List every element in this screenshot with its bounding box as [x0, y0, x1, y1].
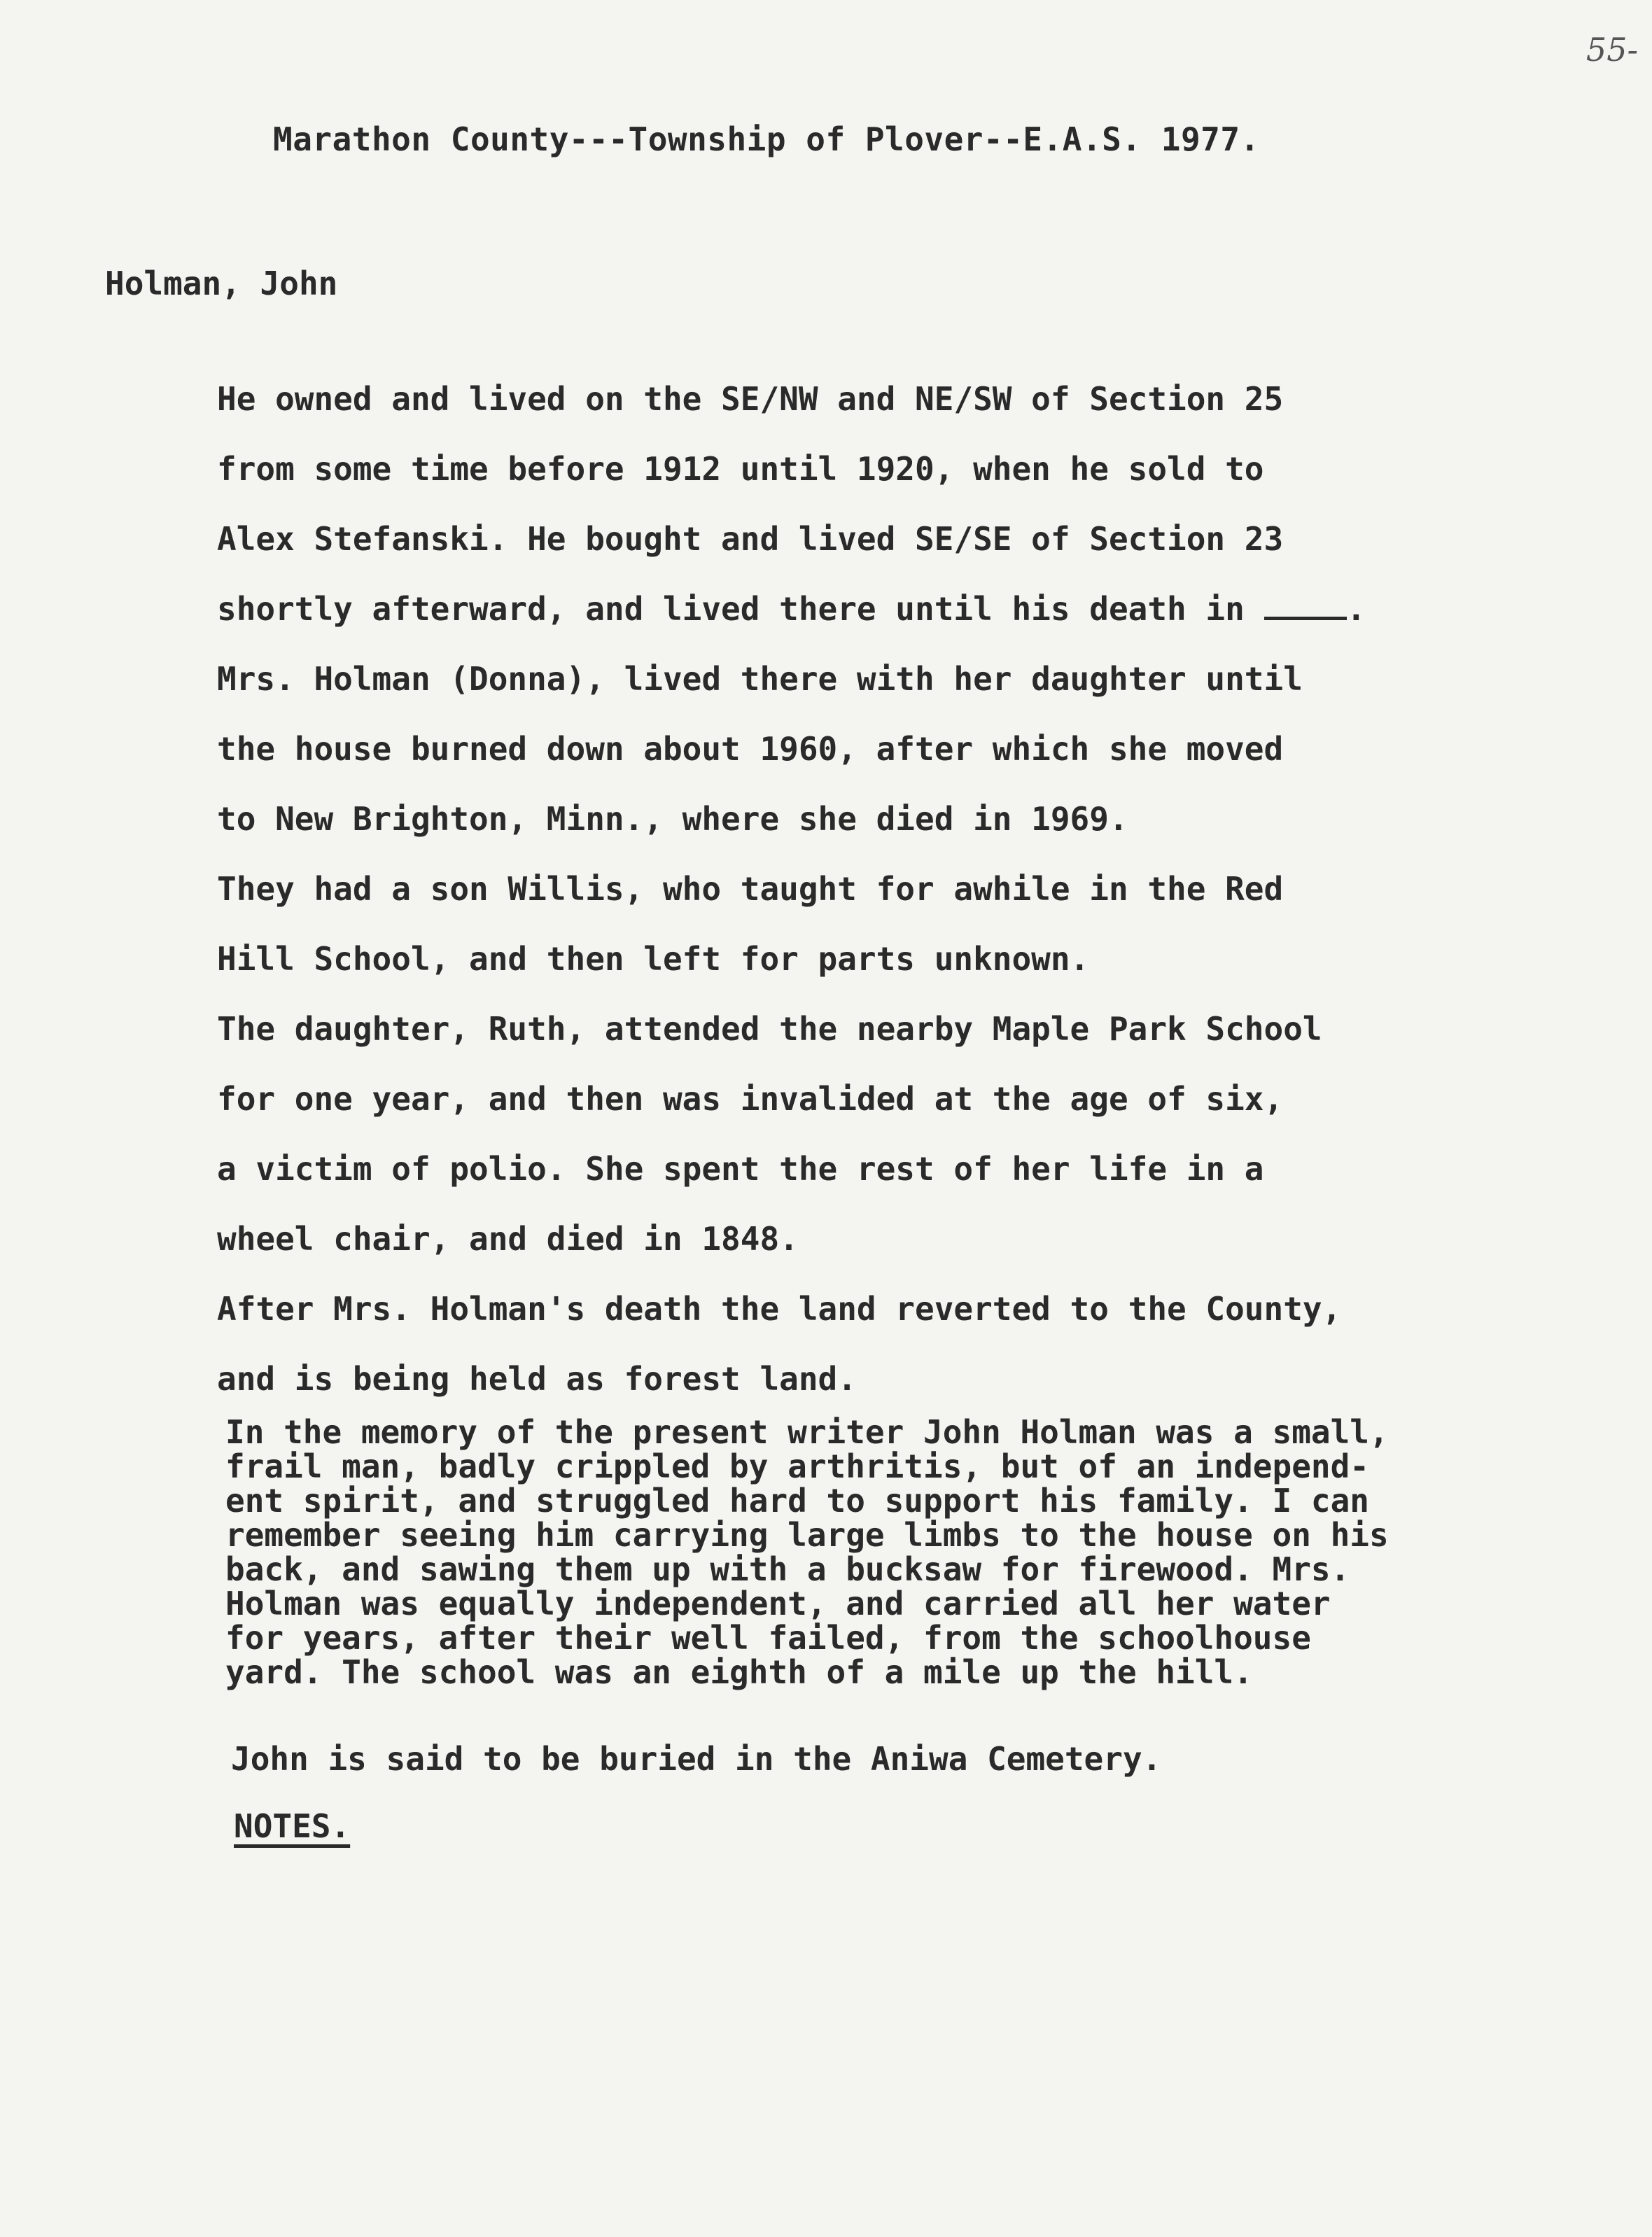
text-line: frail man, badly crippled by arthritis, but of an independ-	[225, 1447, 1369, 1485]
death-year-blank	[1264, 593, 1347, 620]
blank-suffix: .	[1346, 590, 1366, 628]
text-line: Holman was equally independent, and carried all her water	[225, 1585, 1331, 1622]
text-line: After Mrs. Holman's death the land reverted to the County,	[217, 1290, 1342, 1328]
text-line: yard. The school was an eighth of a mile up the hill.	[225, 1653, 1253, 1691]
subject-name: Holman, John	[105, 265, 338, 302]
page-number: 55-	[1586, 31, 1638, 69]
document-title: Marathon County---Township of Plover--E.A.S. 1977.	[273, 120, 1260, 158]
text-line-with-blank	[217, 574, 1547, 644]
text-line: Alex Stefanski. He bought and lived SE/SE of Section 23	[217, 520, 1284, 558]
text-line: He owned and lived on the SE/NW and NE/SW of Section 25	[217, 380, 1284, 418]
text-line: a victim of polio. She spent the rest of her life in a	[217, 1150, 1264, 1188]
text-line: remember seeing him carrying large limbs to the house on his	[225, 1516, 1389, 1554]
text-line: Hill School, and then left for parts unknown.	[217, 940, 1090, 978]
text-line: Mrs. Holman (Donna), lived there with her daughter until	[217, 660, 1303, 698]
history-paragraph	[217, 364, 1547, 1414]
text-line: for years, after their well failed, from the schoolhouse	[225, 1619, 1311, 1657]
text-line: and is being held as forest land.	[217, 1360, 857, 1398]
text-line: from some time before 1912 until 1920, when he sold to	[217, 450, 1264, 488]
text-line: to New Brighton, Minn., where she died in 1969.	[217, 800, 1128, 838]
text-line: wheel chair, and died in 1848.	[217, 1220, 799, 1258]
memory-paragraph	[225, 1415, 1555, 1690]
text-line: the house burned down about 1960, after which she moved	[217, 730, 1284, 768]
text-line: They had a son Willis, who taught for awhile in the Red	[217, 870, 1284, 908]
burial-note: John is said to be buried in the Aniwa Cemetery.	[231, 1740, 1162, 1778]
text-line: for one year, and then was invalided at the age of six,	[217, 1080, 1284, 1118]
text-line: back, and sawing them up with a bucksaw for firewood. Mrs.	[225, 1550, 1350, 1588]
text-line: In the memory of the present writer John Holman was a small,	[225, 1413, 1389, 1451]
text-line: shortly afterward, and lived there until his death in	[217, 590, 1245, 628]
text-line: ent spirit, and struggled hard to support his family. I can	[225, 1482, 1369, 1520]
notes-heading: NOTES.	[234, 1807, 351, 1845]
text-line: The daughter, Ruth, attended the nearby Maple Park School	[217, 1010, 1322, 1048]
